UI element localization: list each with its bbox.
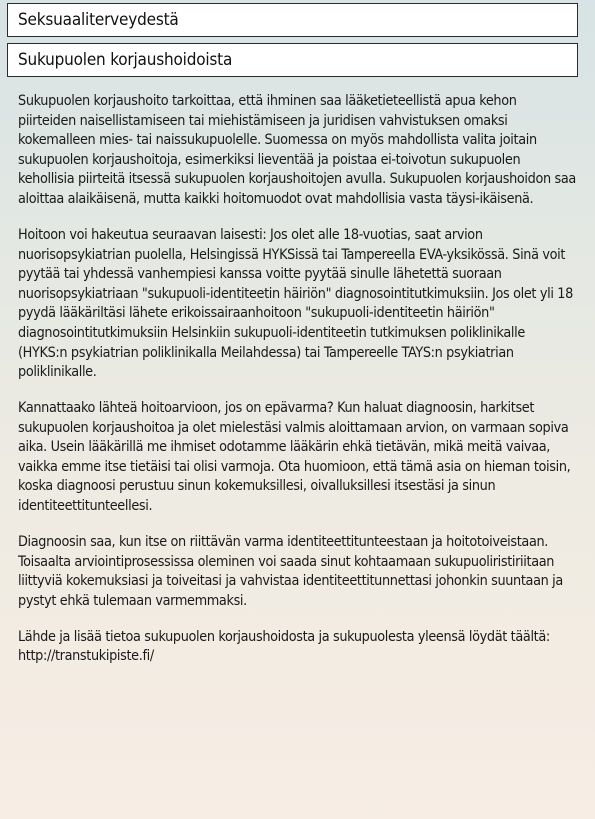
article-paragraph: Kannattaako lähteä hoitoarvioon, jos on epävarma? Kun haluat diagnoosin, harkitset sukupuolen korjaushoitoa ja olet mielestäsi valmis aloittamaan arvion, on varmaan sopiva aika. Usein lääkärillä me ihmiset odotamme lääkärin ehkä tietävän, mikä meitä vaivaa, vaikka emme itse tietäisi tai olisi varmoja. Ota huomioon, että tämä asia on hieman toisin, koska diagnoosi perustuu sinun kokemuksillesi, oivalluksillesi itsestäsi ja sinun identiteettitunteellesi. <box>18 400 571 515</box>
page-title-text: Sukupuolen korjaushoidoista <box>18 50 233 70</box>
article-paragraph: Diagnoosin saa, kun itse on riittävän varma identiteettitunteestaan ja hoitotoiveistaan. Toisaalta arviointiprosessissa oleminen voi saada sinut kohtaamaan sukupuoliristiriitaan liittyviä kokemuksiasi ja toiveitasi ja vahvistaa identiteettitunnettasi johonkin suuntaan ja pystyt ehkä tulemaan varmemmaksi. <box>18 534 563 609</box>
article-paragraph: Hoitoon voi hakeutua seuraavan laisesti: Jos olet alle 18-vuotias, saat arvion nuorisopsykiatrian puolella, Helsingissä HYKSissä tai Tampereella EVA-yksikössä. Sinä voit pyytää tai yhdessä vanhempiesi kanssa voitte pyytää sinulle lähetettä suoraan nuorisopsykiatriaan "sukupuoli-identiteetin häiriön" diagnosointitutkimuksiin. Jos olet yli 18 pyydä lääkäriltäsi lähete erikoissairaanhoitoon "sukupuoli-identiteetin häiriön" diagnosointitutkimuksiin Helsinkiin sukupuoli-identiteetin tutkimuksen poliklinikalle (HYKS:n psykiatrian poliklinikalla Meilahdessa) tai Tampereelle TAYS:n psykiatrian poliklinikalle. <box>18 226 573 381</box>
page-title <box>7 43 578 77</box>
article-paragraph: Sukupuolen korjaushoito tarkoittaa, että ihminen saa lääketieteellistä apua kehon piirteiden naisellistamiseen tai miehistämiseen ja juridisen vahvistuksen omaksi kokemalleen mies- tai naissukupuolelle. Suomessa on myös mahdollista valita joitain sukupuolen korjaushoitoja, esimerkiksi lieventää ja poistaa ei-toivotun sukupuolen kehollisia piirteitä itsessä sukupuolen korjaushoitojen avulla. Sukupuolen korjaushoidon saa aloittaa alaikäisenä, mutta kaikki hoitomuodot ovat mahdollisia vasta täysi-ikäisenä. <box>18 93 576 207</box>
category-title-text: Seksuaaliterveydestä <box>18 10 179 30</box>
article-paragraph-source: Lähde ja lisää tietoa sukupuolen korjaushoidosta ja sukupuolesta yleensä löydät täältä: http://transtukipiste.fi/ <box>18 628 550 665</box>
article-body <box>18 92 576 683</box>
category-title <box>7 3 578 37</box>
